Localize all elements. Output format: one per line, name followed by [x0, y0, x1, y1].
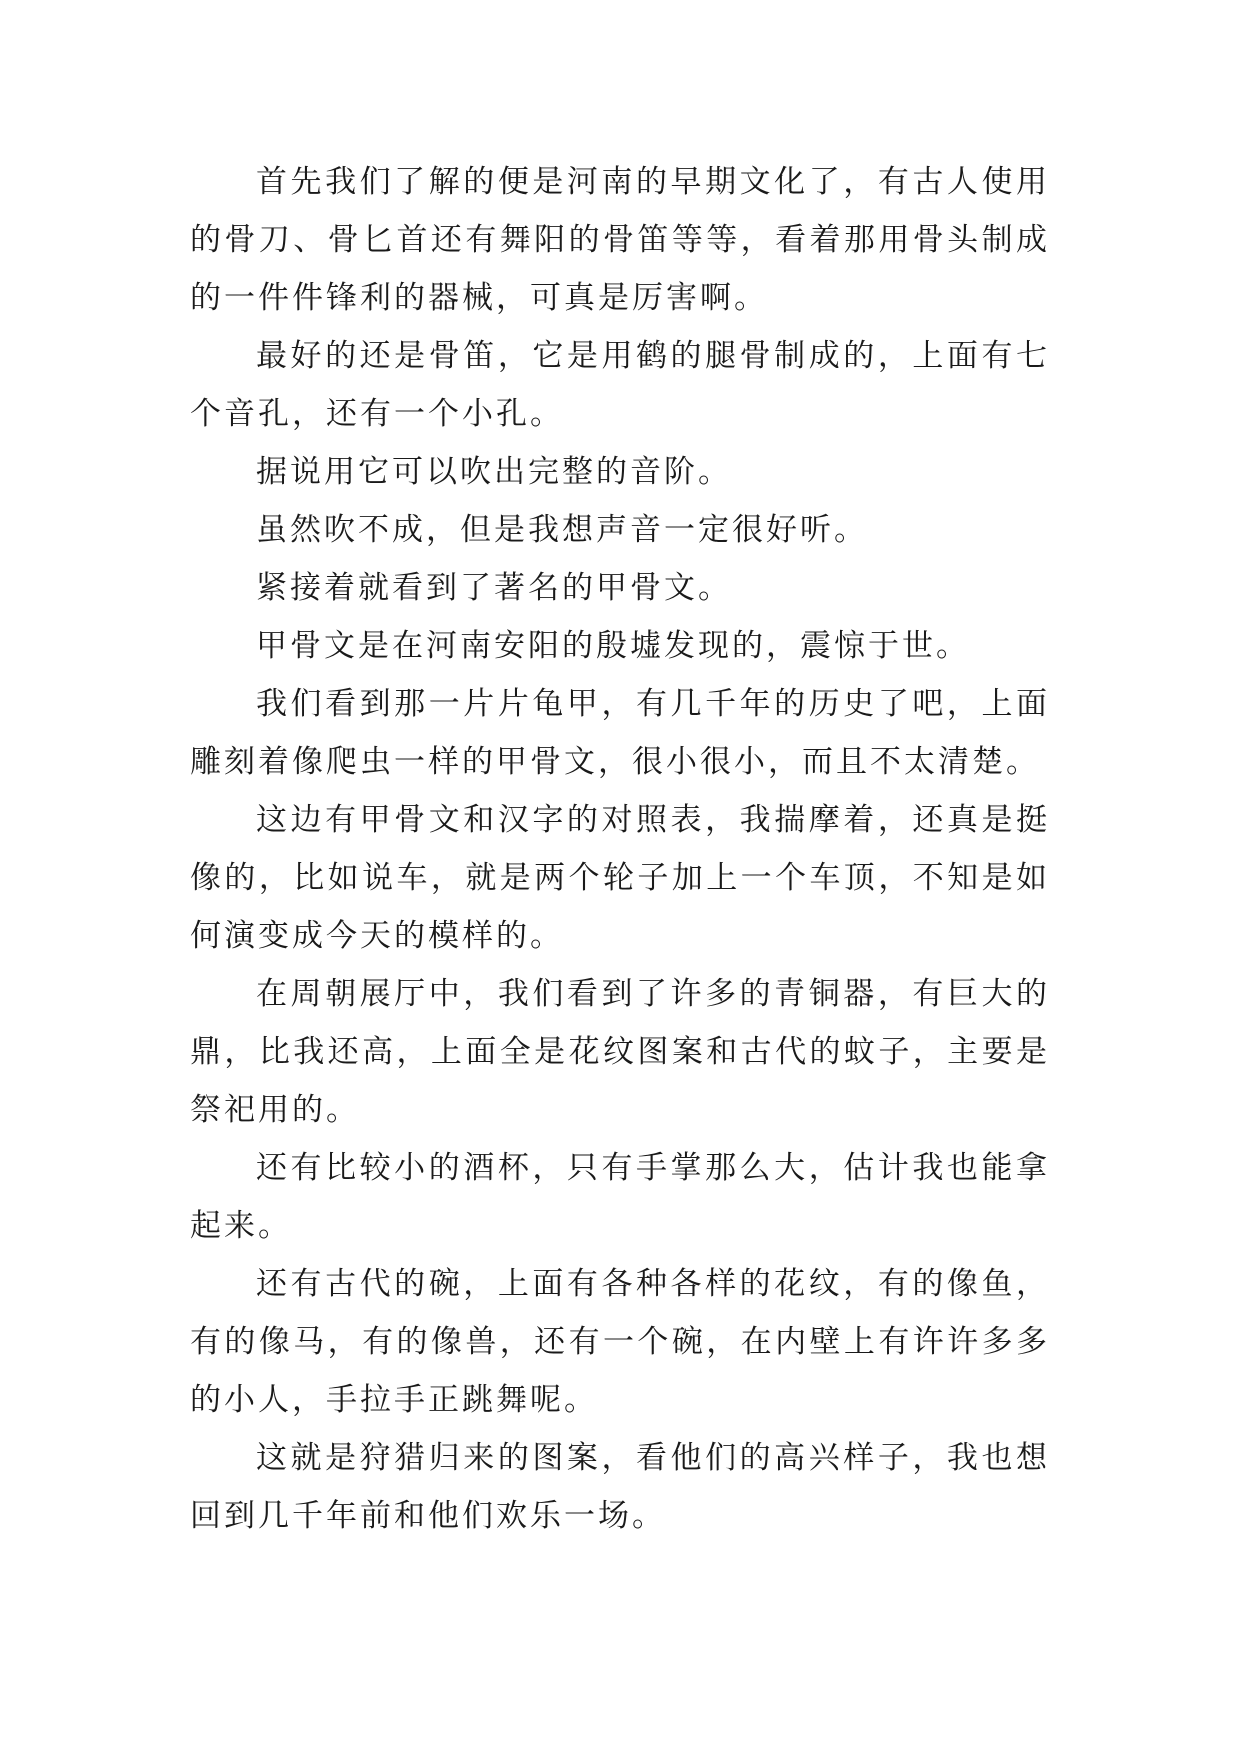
paragraph: 这边有甲骨文和汉字的对照表，我揣摩着，还真是挺像的，比如说车，就是两个轮子加上一个车顶，不知是如何演变成今天的模样的。: [190, 802, 1050, 954]
paragraph: 甲骨文是在河南安阳的殷墟发现的，震惊于世。: [256, 628, 970, 664]
paragraph: 虽然吹不成，但是我想声音一定很好听。: [256, 512, 868, 548]
paragraph: 还有古代的碗，上面有各种各样的花纹，有的像鱼，有的像马，有的像兽，还有一个碗，在内壁上有许许多多的小人，手拉手正跳舞呢。: [190, 1266, 1050, 1418]
paragraph: 紧接着就看到了著名的甲骨文。: [256, 570, 732, 606]
paragraph: 还有比较小的酒杯，只有手掌那么大，估计我也能拿起来。: [190, 1150, 1050, 1244]
document-body: [190, 153, 1050, 1545]
paragraph: 据说用它可以吹出完整的音阶。: [256, 454, 732, 490]
paragraph: 在周朝展厅中，我们看到了许多的青铜器，有巨大的鼎，比我还高，上面全是花纹图案和古代的蚊子，主要是祭祀用的。: [190, 976, 1050, 1128]
paragraph: 最好的还是骨笛，它是用鹤的腿骨制成的，上面有七个音孔，还有一个小孔。: [190, 338, 1050, 432]
paragraph: 首先我们了解的便是河南的早期文化了，有古人使用的骨刀、骨匕首还有舞阳的骨笛等等，看着那用骨头制成的一件件锋利的器械，可真是厉害啊。: [190, 164, 1050, 316]
paragraph: 我们看到那一片片龟甲，有几千年的历史了吧，上面雕刻着像爬虫一样的甲骨文，很小很小，而且不太清楚。: [190, 686, 1050, 780]
paragraph: 这就是狩猎归来的图案，看他们的高兴样子，我也想回到几千年前和他们欢乐一场。: [190, 1440, 1050, 1534]
